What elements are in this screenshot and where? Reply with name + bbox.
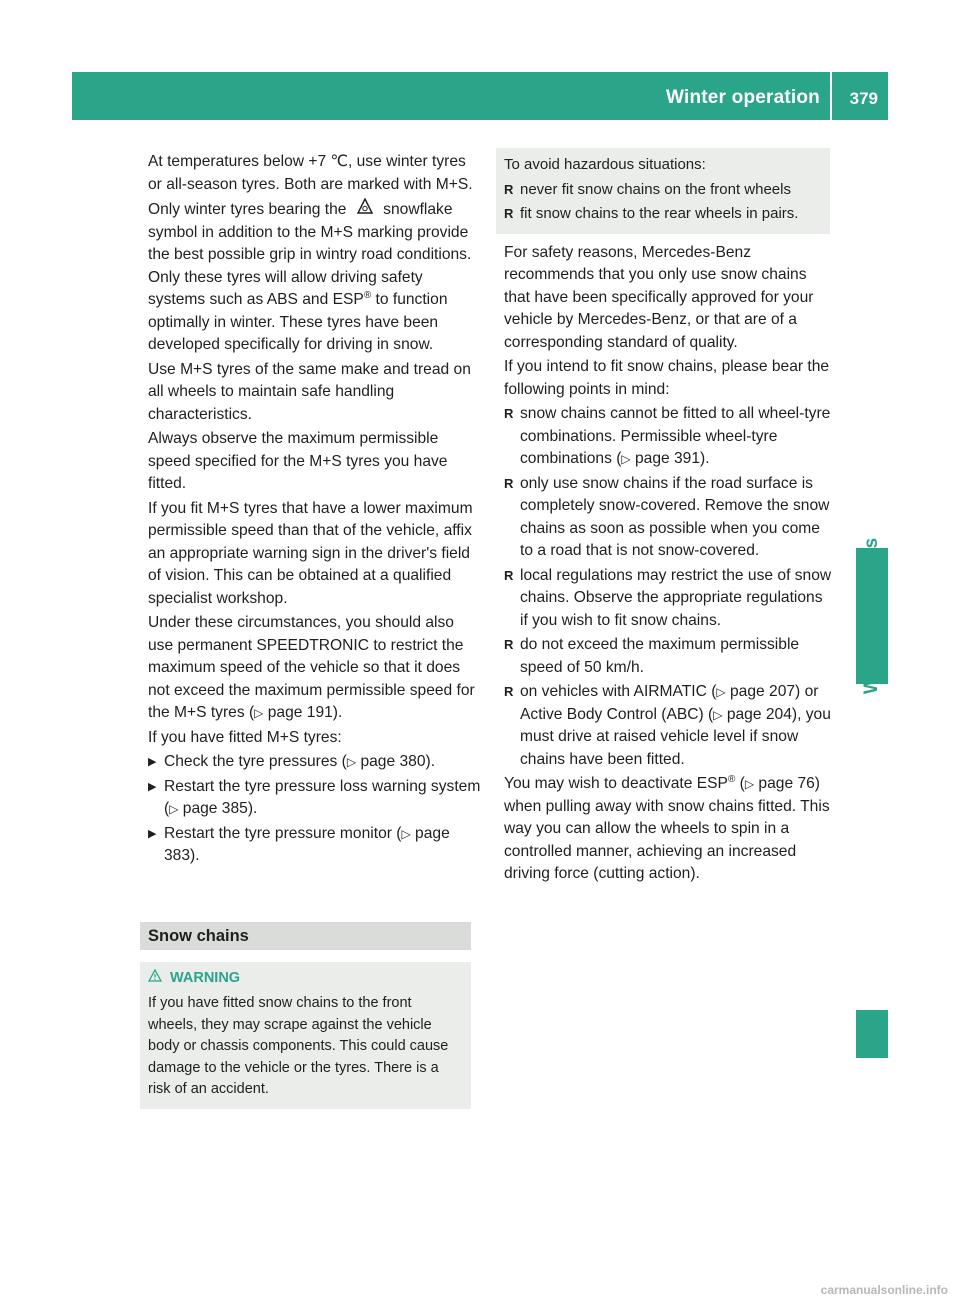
mountain-snowflake-icon: [351, 198, 379, 222]
header-bar: [72, 72, 888, 120]
reference-arrow-icon: ▷: [744, 777, 755, 791]
list-item: R on vehicles with AIRMATIC (▷ page 207) or Active Body Control (ABC) (▷ page 204), you must drive at raised vehicle level if snow chains have been fitted.: [504, 681, 834, 771]
page-reference-link[interactable]: page 380: [360, 753, 426, 770]
page-reference-link[interactable]: page 207: [730, 683, 796, 700]
page-reference-link[interactable]: page 191: [267, 704, 333, 721]
section-title: Winter operation: [666, 87, 820, 108]
warning-text: If you have fitted snow chains to the front wheels, they may scrape against the vehicle body or chassis components. This could cause damage to the vehicle or the tyres. There is a risk of an accident.: [148, 995, 449, 1097]
warning-box: [140, 962, 471, 1109]
paragraph: Under these circumstances, you should also use permanent SPEEDTRONIC to restrict the maximum speed of the vehicle so that it does not exceed the maximum permissible speed for the M+S tyres (▷ page 191).: [148, 614, 475, 721]
paragraph: Only winter tyres bearing the snowflake symbol in addition to the M+S marking provide the best possible grip in wintry road conditions. Only these tyres will allow driving safety systems such as ABS and ESP® to function optimally in winter. These tyres have been developed specifically for driving in snow.: [148, 198, 481, 357]
paragraph: If you have fitted M+S tyres:: [148, 728, 342, 746]
list-item: ▶ Restart the tyre pressure monitor (▷ page 383).: [148, 823, 481, 868]
list-item: R do not exceed the maximum permissible speed of 50 km/h.: [504, 634, 834, 679]
watermark: carmanualsonline.info: [820, 1283, 948, 1297]
paragraph: You may wish to deactivate ESP® (▷ page 76) when pulling away with snow chains fitted. This way you can allow the wheels to spin in a controlled manner, achieving an increased driving force (cutting action).: [504, 773, 830, 882]
paragraph: For safety reasons, Mercedes-Benz recommends that you only use snow chains that have been specifically approved for your vehicle by Mercedes-Benz, or that are of a corresponding standard of quality.: [504, 243, 814, 351]
reference-arrow-icon: ▷: [716, 685, 726, 699]
paragraph: If you intend to fit snow chains, please bear the following points in mind:: [504, 358, 830, 398]
reference-arrow-icon: ▷: [346, 755, 357, 769]
note-intro: To avoid hazardous situations:: [504, 156, 706, 173]
paragraph: Always observe the maximum permissible speed specified for the M+S tyres you have fitted.: [148, 430, 448, 492]
warning-triangle-icon: [148, 968, 164, 990]
right-column: [504, 151, 834, 888]
chapter-tab-label: Wheels and tyres: [861, 537, 882, 695]
note-box: [496, 148, 830, 234]
list-item: R only use snow chains if the road surface is completely snow-covered. Remove the snow chains as soon as possible when you come to a road that is not snow-covered.: [504, 473, 834, 563]
page-reference-link[interactable]: page 76: [758, 775, 815, 792]
paragraph: Use M+S tyres of the same make and tread on all wheels to maintain safe handling characteristics.: [148, 360, 471, 423]
page-reference-link[interactable]: page 204: [726, 705, 792, 723]
note-list: [504, 179, 824, 226]
reference-arrow-icon: ▷: [254, 706, 264, 720]
page-reference-link[interactable]: page 383: [164, 824, 450, 864]
reference-arrow-icon: ▷: [713, 707, 723, 722]
page-reference-link[interactable]: page 385: [182, 800, 248, 817]
left-column: [148, 151, 481, 1109]
list-item: R fit snow chains to the rear wheels in pairs.: [504, 203, 824, 226]
paragraph: At temperatures below +7 ℃, use winter tyres or all-season tyres. Both are marked with M+S.: [148, 153, 473, 193]
reference-arrow-icon: ▷: [401, 826, 411, 841]
list-item: R snow chains cannot be fitted to all wheel-tyre combinations. Permissible wheel-tyre combinations (▷ page 391).: [504, 403, 834, 471]
page-reference-link[interactable]: page 391: [634, 450, 701, 467]
header-divider: [830, 72, 832, 120]
step-list: [148, 751, 481, 868]
reference-arrow-icon: ▷: [169, 802, 179, 816]
list-item: R local regulations may restrict the use of snow chains. Observe the appropriate regulations if you wish to fit snow chains.: [504, 565, 834, 633]
warning-header: WARNING: [148, 968, 463, 990]
list-item: ▶ Check the tyre pressures (▷ page 380).: [148, 751, 481, 774]
chapter-marker: [856, 1010, 888, 1058]
paragraph: If you fit M+S tyres that have a lower maximum permissible speed than that of the vehicle, affix an appropriate warning sign in the driver's field of vision. This can be obtained at a qualified specialist workshop.: [148, 499, 473, 607]
bullet-list: [504, 403, 834, 771]
page-number: 379: [849, 89, 878, 108]
reference-arrow-icon: ▷: [621, 452, 631, 466]
list-item: ▶ Restart the tyre pressure loss warning system (▷ page 385).: [148, 776, 481, 821]
list-item: R never fit snow chains on the front wheels: [504, 179, 824, 202]
section-heading: Snow chains: [140, 922, 471, 950]
